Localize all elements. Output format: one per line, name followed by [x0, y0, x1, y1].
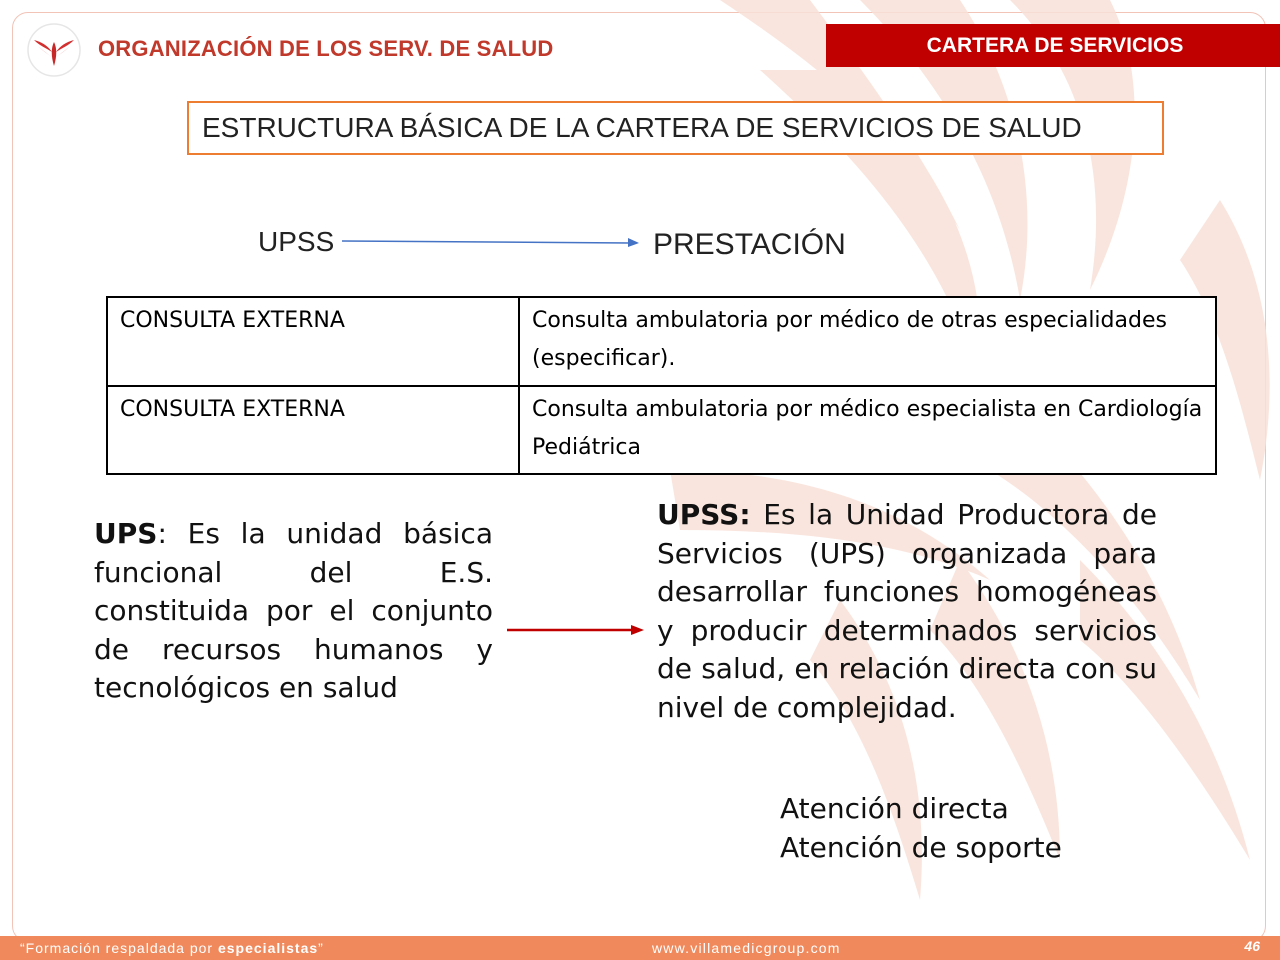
- flow-to-label: PRESTACIÓN: [653, 228, 846, 261]
- org-title: ORGANIZACIÓN DE LOS SERV. DE SALUD: [98, 36, 554, 61]
- table-cell-prestacion: Consulta ambulatoria por médico especialista en Cardiología Pediátrica: [519, 386, 1216, 475]
- attention-list: [780, 789, 1062, 867]
- upss-term: UPSS:: [657, 498, 751, 531]
- ups-text: : Es la unidad básica funcional del E.S. constituida por el conjunto de recursos humanos y tecnológicos en salud: [94, 517, 493, 704]
- table-cell-upss: CONSULTA EXTERNA: [107, 386, 519, 475]
- arrow-right-icon: [340, 234, 640, 250]
- arrow-right-icon: [505, 620, 645, 640]
- upss-definition: [657, 496, 1157, 727]
- slogan-bold: especialistas: [217, 940, 319, 956]
- upss-table: [106, 296, 1217, 475]
- table-cell-prestacion: Consulta ambulatoria por médico de otras especialidades (especificar).: [519, 297, 1216, 386]
- footer-slogan: [20, 940, 324, 956]
- table-row: [107, 297, 1216, 386]
- footer-website: www.villamedicgroup.com: [652, 940, 841, 956]
- phoenix-logo-icon: [26, 22, 82, 78]
- table-cell-upss: CONSULTA EXTERNA: [107, 297, 519, 386]
- table-row: [107, 386, 1216, 475]
- slogan-suffix: ”: [318, 940, 324, 956]
- ups-term: UPS: [94, 517, 158, 550]
- slide-title: ESTRUCTURA BÁSICA DE LA CARTERA DE SERVICIOS DE SALUD: [187, 101, 1164, 155]
- list-item: Atención directa: [780, 792, 1009, 825]
- ups-definition: [94, 515, 493, 708]
- page-number: 46: [1244, 938, 1260, 954]
- section-banner: CARTERA DE SERVICIOS: [826, 24, 1280, 67]
- list-item: Atención de soporte: [780, 831, 1062, 864]
- footer-bar: [0, 936, 1280, 960]
- upss-text: Es la Unidad Productora de Servicios (UPS) organizada para desarrollar funciones homogéneas y producir determinados servicios de salud, en relación directa con su nivel de complejidad.: [657, 498, 1157, 724]
- slogan-prefix: “Formación respaldada por: [20, 940, 218, 956]
- flow-from-label: UPSS: [258, 226, 335, 257]
